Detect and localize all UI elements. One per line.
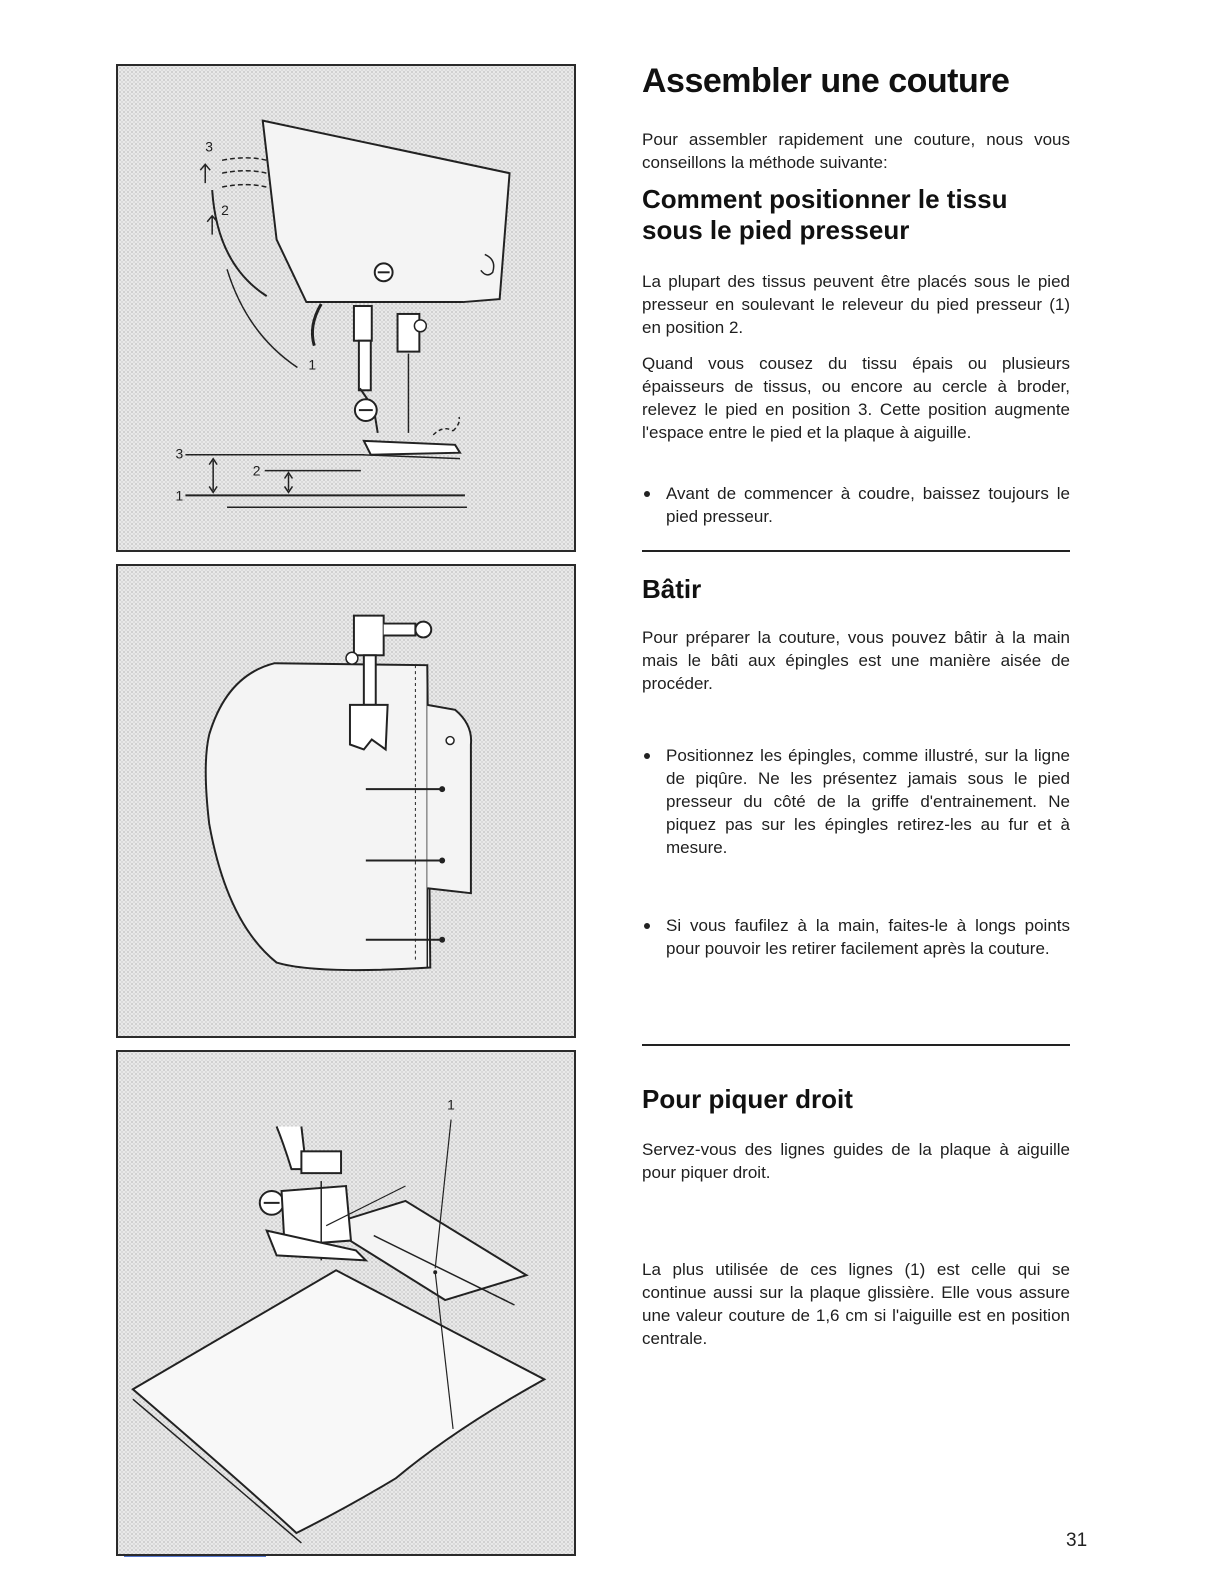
height-label-3: 3: [175, 445, 184, 462]
figure-seam-guide: [116, 1050, 576, 1556]
positioning-bullet: [642, 482, 1070, 528]
paragraph: Quand vous cousez du tissu épais ou plusieurs épaisseurs de tissus, ou encore au cercle à broder, relevez le pied en position 3. Cette position augmente l'espace entre le pied et la plaque à aiguille.: [642, 354, 1070, 442]
section-title: Bâtir: [642, 574, 702, 604]
positioning-paragraph-1: [642, 270, 1070, 339]
heading-piquer-droit: [642, 1084, 1070, 1115]
subheading-block: [642, 184, 1070, 246]
seam-guide-illustration: [118, 1052, 574, 1554]
lever-position-label-3: 3: [205, 138, 213, 155]
figure-basting-pins: [116, 564, 576, 1038]
paragraph: Pour préparer la couture, vous pouvez bâtir à la main mais le bâti aux épingles est une manière aisée de procéder.: [642, 628, 1070, 693]
batir-paragraph: [642, 626, 1070, 695]
bullet-item: [642, 744, 1070, 859]
piquer-paragraph-2: [642, 1258, 1070, 1350]
seam-guide-label-1: 1: [447, 1096, 455, 1113]
batir-bullet-2: [642, 914, 1070, 960]
bullet-text: Positionnez les épingles, comme illustré, sur la ligne de piqûre. Ne les présentez jamais sous le pied presseur du côté de la griffe d'entrainement. Ne piquez pas sur les épingles retirez-les au fur et à mesure.: [666, 746, 1070, 857]
subtitle-line-1: Comment positionner le tissu: [642, 184, 1008, 214]
paragraph: La plus utilisée de ces lignes (1) est celle qui se continue aussi sur la plaque glissière. Elle vous assure une valeur couture de 1,6 cm si l'aiguille est en position centrale.: [642, 1260, 1070, 1348]
bullet-item: [642, 914, 1070, 960]
piquer-paragraph-1: [642, 1138, 1070, 1184]
intro-block: [642, 128, 1070, 174]
bullet-icon: [644, 491, 650, 497]
subtitle-line-2: sous le pied presseur: [642, 215, 910, 245]
divider: [642, 1044, 1070, 1046]
paragraph: Servez-vous des lignes guides de la plaque à aiguille pour piquer droit.: [642, 1140, 1070, 1182]
height-label-1: 1: [175, 487, 184, 504]
footer-line: [124, 1556, 266, 1557]
heading-batir: [642, 574, 1070, 605]
page-number: 31: [1066, 1530, 1088, 1551]
figure-presser-foot-positions: [116, 64, 576, 552]
divider: [642, 550, 1070, 552]
heading-assembler: [642, 62, 1070, 101]
lever-position-label-2: 2: [221, 201, 229, 218]
lifter-label-1: 1: [308, 356, 317, 373]
basting-illustration: [118, 566, 574, 1036]
page-title: Assembler une couture: [642, 62, 1010, 100]
bullet-icon: [644, 923, 650, 929]
bullet-icon: [644, 753, 650, 759]
positioning-paragraph-2: [642, 352, 1070, 444]
bullet-text: Avant de commencer à coudre, baissez toujours le pied presseur.: [666, 484, 1070, 526]
intro-paragraph: Pour assembler rapidement une couture, nous vous conseillons la méthode suivante:: [642, 130, 1070, 172]
presser-foot-illustration: [118, 66, 574, 550]
paragraph: La plupart des tissus peuvent être placés sous le pied presseur en soulevant le releveur du pied presseur (1) en position 2.: [642, 272, 1070, 337]
batir-bullet-1: [642, 744, 1070, 859]
bullet-text: Si vous faufilez à la main, faites-le à longs points pour pouvoir les retirer facilement après la couture.: [666, 916, 1070, 958]
height-label-2: 2: [252, 462, 261, 479]
section-title: Pour piquer droit: [642, 1084, 853, 1114]
bullet-item: [642, 482, 1070, 528]
